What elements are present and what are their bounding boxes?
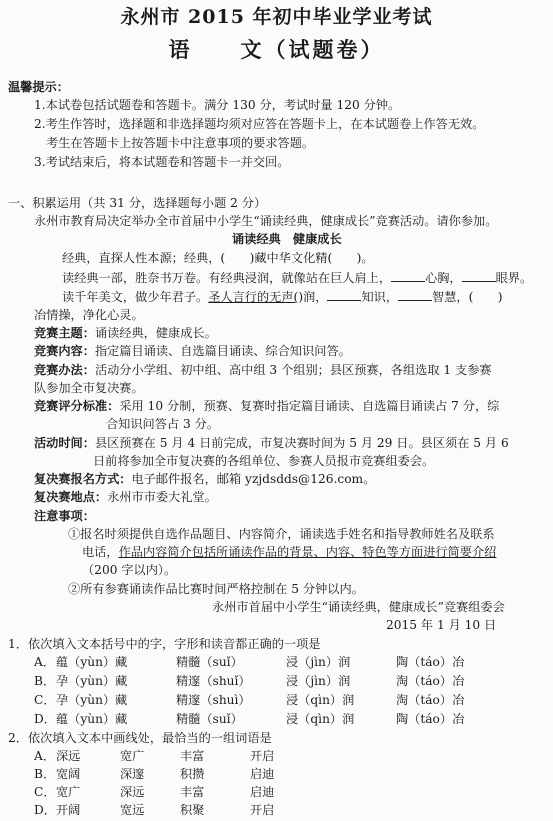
- option-choice: 浸（qìn）润: [286, 693, 355, 707]
- info-text: 电子邮件报名，邮箱 yzjdsdds@126.com。: [131, 472, 376, 486]
- notes-label: 注意事项：: [34, 509, 95, 523]
- option-letter: B．: [34, 767, 56, 781]
- option-choice: 孕（yùn）藏: [56, 693, 128, 707]
- note-1-prefix: 电话，: [82, 545, 119, 559]
- info-time: [34, 436, 509, 451]
- q2-option-b: [34, 767, 544, 782]
- option-choice: 陶（táo）冶: [396, 655, 465, 669]
- option-choice: 宽广: [56, 785, 81, 799]
- info-method: [34, 363, 492, 378]
- option-choice: 开启: [250, 749, 275, 763]
- blank-4: [398, 289, 432, 301]
- option-choice: 开阔: [56, 803, 81, 817]
- q2-option-a: [34, 749, 544, 764]
- info-label: 活动时间：: [34, 436, 95, 450]
- option-choice: 启迪: [250, 767, 275, 781]
- blank-3: [327, 289, 361, 301]
- tips-heading: 温馨提示：: [8, 80, 69, 94]
- info-label: 复决赛报名方式：: [34, 472, 132, 486]
- info-text: 采用 10 分制，预赛、复赛时指定篇目诵读、自选篇目诵读占 7 分，综: [119, 399, 500, 413]
- option-choice: 丰富: [180, 785, 205, 799]
- poem-line-2-text: 读经典一部，胜奈书万卷。有经典浸润，就像站在巨人肩上，: [62, 271, 392, 285]
- option-choice: 宽远: [120, 803, 145, 817]
- poem-line-3-e: 智慧，( ): [432, 290, 503, 304]
- poem-line-3-d: 知识，: [361, 290, 399, 304]
- option-choice: 浸（qìn）润: [286, 712, 355, 726]
- tip-2: 2.考生作答时，选择题和非选择题均须对应答在答题卡上，在本试题卷上作答无效。: [34, 117, 485, 131]
- q1-option-b: [34, 674, 544, 689]
- tip-1: 1.本试卷包括试题卷和答题卡。满分 130 分，考试时量 120 分钟。: [34, 98, 401, 112]
- note-1: ①报名时须提供自选作品题目、内容简介，诵读选手姓名和指导教师姓名及联系: [68, 527, 495, 541]
- info-text: 诵读经典，健康成长。: [94, 326, 217, 340]
- poem-line-2-end: 眼界。: [495, 271, 533, 285]
- info-label: 竞赛办法：: [34, 363, 95, 377]
- option-letter: A．: [34, 749, 55, 763]
- poem-line-3-a: 读千年美文，做少年君子。: [62, 290, 209, 304]
- section-intro: 永州市教育局决定举办全市首届中小学生“诵读经典，健康成长”竞赛活动。请你参加。: [34, 214, 498, 228]
- option-choice: 蕴（yùn）藏: [56, 712, 128, 726]
- q1-option-d: [34, 712, 544, 727]
- info-scoring: [34, 399, 499, 414]
- option-choice: 孕（yùn）藏: [56, 674, 128, 688]
- option-choice: 启迪: [250, 785, 275, 799]
- poem-line-3-underlined: 圣人言行的无声(: [208, 290, 299, 304]
- q1-stem: 1．依次填入文本括号中的字，字形和读音都正确的一项是: [8, 637, 321, 651]
- poem-line-1: 经典，直探人性本源；经典，( )藏中华文化精( )。: [62, 251, 374, 265]
- info-signup: [34, 472, 375, 487]
- option-choice: 积攒: [180, 767, 205, 781]
- info-content: [34, 344, 351, 359]
- option-choice: 蕴（yùn）藏: [56, 655, 128, 669]
- poem-line-4: 冶情操，净化心灵。: [34, 308, 144, 322]
- exam-title: 永州市 2015 年初中毕业学业考试: [120, 6, 433, 28]
- poem-line-2-mid: 心胸，: [425, 271, 462, 285]
- option-letter: C．: [34, 693, 56, 707]
- note-1-cont: [82, 545, 496, 560]
- option-choice: 精髓（suǐ）: [176, 655, 243, 669]
- option-choice: 淘（táo）冶: [396, 674, 465, 688]
- option-choice: 浸（jìn）润: [286, 674, 351, 688]
- info-text: 活动分小学组、初中组、高中组 3 个组别；县区预赛，各组选取 1 支参赛: [94, 363, 492, 377]
- info-label: 竞赛评分标准：: [34, 399, 120, 413]
- option-choice: 深远: [120, 785, 145, 799]
- option-choice: 精髓（suǐ）: [176, 712, 243, 726]
- option-letter: C．: [34, 785, 56, 799]
- option-choice: 宽广: [120, 749, 145, 763]
- option-choice: 陶（táo）冶: [396, 712, 465, 726]
- q1-options: [34, 655, 544, 729]
- option-choice: 淘（táo）冶: [396, 693, 465, 707]
- option-letter: A．: [34, 655, 55, 669]
- poem-line-3-c: )润，: [298, 290, 328, 304]
- poem-line-3: [62, 289, 502, 305]
- blank-1: [391, 270, 425, 282]
- option-choice: 丰富: [180, 749, 205, 763]
- tip-3: 3.考试结束后，将本试题卷和答题卡一并交回。: [34, 155, 290, 169]
- section-heading: 一、积累运用（共 31 分，选择题每小题 2 分）: [8, 196, 267, 210]
- blank-2: [462, 270, 496, 282]
- option-choice: 宽阔: [56, 767, 81, 781]
- option-choice: 深远: [56, 749, 81, 763]
- q2-stem: 2．依次填入文本中画线处，最恰当的一组词语是: [8, 731, 272, 745]
- exam-subtitle: 语 文（试题卷）: [168, 37, 385, 62]
- info-method-cont: 队参加全市复决赛。: [34, 381, 144, 395]
- option-choice: 浸（jìn）润: [286, 655, 351, 669]
- option-choice: 深邃: [120, 767, 145, 781]
- info-venue: [34, 490, 217, 505]
- option-letter: D．: [34, 803, 56, 817]
- signature-org: 永州市首届中小学生“诵读经典，健康成长”竞赛组委会: [212, 600, 505, 614]
- note-2: ②所有参赛诵读作品比赛时间严格控制在 5 分钟以内。: [68, 582, 364, 596]
- option-choice: 开启: [250, 803, 275, 817]
- info-label: 竞赛主题：: [34, 326, 95, 340]
- q1-option-a: [34, 655, 544, 670]
- info-text: 指定篇目诵读、自选篇目诵读、综合知识问答。: [94, 344, 351, 358]
- tip-2-cont: 考生在答题卡上按答题卡中注意事项的要求答题。: [46, 136, 315, 150]
- info-text: 永州市市委大礼堂。: [107, 490, 217, 504]
- info-theme: [34, 326, 217, 341]
- poem-title: 诵读经典 健康成长: [232, 232, 342, 246]
- option-letter: B．: [34, 674, 56, 688]
- info-time-cont: 日前将参加全市复决赛的各组单位、参赛人员报市竞赛组委会。: [93, 454, 435, 468]
- note-1-underlined: 作品内容简介包括所诵读作品的背景、内容、特色等方面进行简要介绍: [118, 545, 497, 559]
- poem-line-2: [62, 270, 532, 286]
- q1-option-c: [34, 693, 544, 708]
- info-scoring-cont: 合知识问答占 3 分。: [106, 417, 220, 431]
- info-text: 县区预赛在 5 月 4 日前完成，市复决赛时间为 5 月 29 日。县区须在 5 月 6: [94, 436, 509, 450]
- q2-option-d: [34, 803, 544, 818]
- info-label: 复决赛地点：: [34, 490, 108, 504]
- option-choice: 精邃（shuì）: [176, 693, 251, 707]
- q2-option-c: [34, 785, 544, 800]
- option-letter: D．: [34, 712, 56, 726]
- option-choice: 积聚: [180, 803, 205, 817]
- signature-date: 2015 年 1 月 10 日: [386, 618, 497, 632]
- info-label: 竞赛内容：: [34, 344, 95, 358]
- q2-options: [34, 749, 544, 821]
- note-1-limit: （200 字以内）。: [82, 563, 177, 577]
- option-choice: 精邃（shuǐ）: [176, 674, 251, 688]
